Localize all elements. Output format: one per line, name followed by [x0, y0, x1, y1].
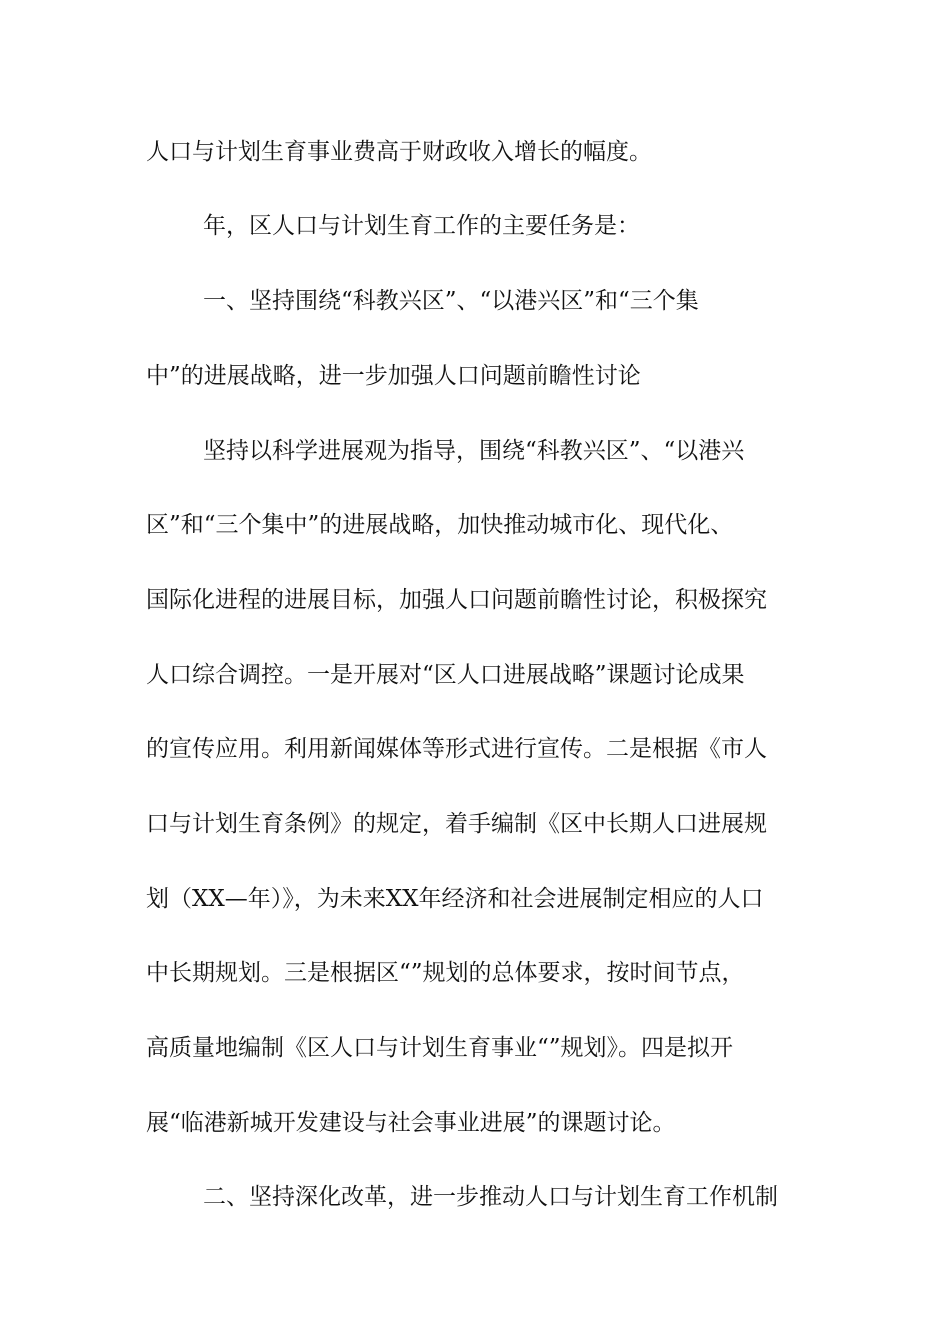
- section-heading-2-line-1: 二、坚持深化改革，进一步推动人口与计划生育工作机制: [203, 1184, 778, 1210]
- paragraph-line-3: 国际化进程的进展目标，加强人口问题前瞻性讨论，积极探究: [146, 587, 767, 613]
- paragraph-line-4: 人口综合调控。一是开展对“区人口进展战略”课题讨论成果: [146, 662, 745, 688]
- paragraph-line-2: 区”和“三个集中”的进展战略，加快推动城市化、现代化、: [146, 512, 734, 538]
- paragraph-line-7: 划（XX—年）》，为未来XX年经济和社会进展制定相应的人口: [146, 886, 764, 912]
- paragraph-line-8: 中长期规划。三是根据区“”规划的总体要求，按时间节点，: [146, 960, 745, 986]
- paragraph-line-6: 口与计划生育条例》的规定，着手编制《区中长期人口进展规: [146, 811, 767, 837]
- paragraph-line-10: 展“临港新城开发建设与社会事业进展”的课题讨论。: [146, 1110, 676, 1136]
- text-line-1: 人口与计划生育事业费高于财政收入增长的幅度。: [146, 139, 652, 165]
- paragraph-line-5: 的宣传应用。利用新闻媒体等形式进行宣传。二是根据《市人: [146, 736, 767, 762]
- section-heading-1-line-2: 中”的进展战略，进一步加强人口问题前瞻性讨论: [146, 363, 641, 389]
- paragraph-line-1: 坚持以科学进展观为指导，围绕“科教兴区”、“以港兴: [203, 438, 745, 464]
- text-line-2: 年，区人口与计划生育工作的主要任务是：: [203, 213, 640, 239]
- paragraph-line-9: 高质量地编制《区人口与计划生育事业“”规划》。四是拟开: [146, 1035, 734, 1061]
- section-heading-1-line-1: 一、坚持围绕“科教兴区”、“以港兴区”和“三个集: [203, 288, 699, 314]
